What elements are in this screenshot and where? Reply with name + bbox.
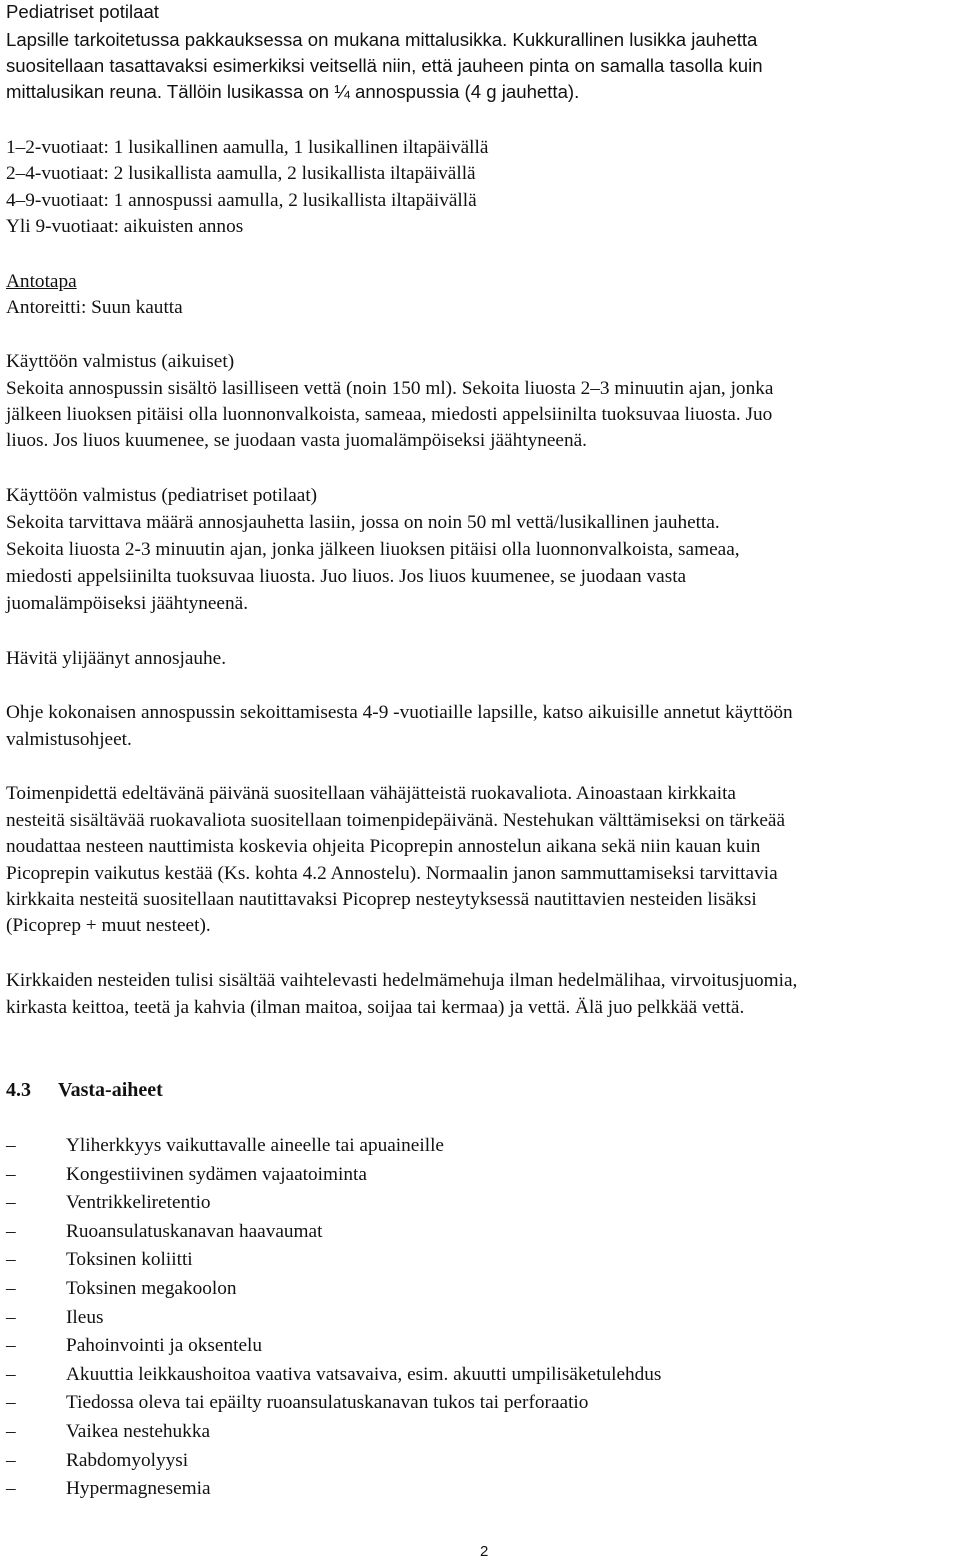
prep-adults-title: Käyttöön valmistus (aikuiset): [6, 351, 235, 372]
contraindication-item: [6, 1191, 211, 1215]
dash-bullet: –: [6, 1363, 16, 1385]
prep-children-line: Sekoita tarvittava määrä annosjauhetta lasiin, jossa on noin 50 ml vettä/lusikallinen jauhetta.: [6, 512, 720, 533]
diet-line: nesteitä sisältävää ruokavaliota suositellaan toimenpidepäivänä. Nestehukan välttämiseksi on tärkeää: [6, 810, 786, 831]
dosing-line: Yli 9-vuotiaat: aikuisten annos: [6, 216, 244, 237]
contraindication-text: Ruoansulatuskanavan haavaumat: [66, 1220, 323, 1242]
diet-line: Picoprepin vaikutus kestää (Ks. kohta 4.2 Annostelu). Normaalin janon sammuttamiseksi tarvittavia: [6, 863, 778, 884]
intro-line: Lapsille tarkoitetussa pakkauksessa on mukana mittalusikka. Kukkurallinen lusikka jauhetta: [6, 29, 758, 50]
section-heading: [6, 1078, 163, 1102]
dash-bullet: –: [6, 1249, 16, 1271]
diet-line: noudattaa nesteen nauttimista koskevia ohjeita Picoprepin annostelun aikana sekä niin kauan kuin: [6, 836, 761, 857]
dash-bullet: –: [6, 1449, 16, 1471]
guidance-line: valmistusohjeet.: [6, 729, 132, 750]
prep-adults-line: liuos. Jos liuos kuumenee, se juodaan vasta juomalämpöiseksi jäähtyneenä.: [6, 430, 587, 451]
administration-route: Antoreitti: Suun kautta: [6, 297, 183, 318]
prep-adults-line: Sekoita annospussin sisältö lasilliseen vettä (noin 150 ml). Sekoita liuosta 2–3 minuutin ajan, jonka: [6, 378, 774, 399]
contraindication-text: Akuuttia leikkaushoitoa vaativa vatsavaiva, esim. akuutti umpilisäketulehdus: [66, 1363, 662, 1385]
dash-bullet: –: [6, 1478, 16, 1500]
contraindication-text: Rabdomyolyysi: [66, 1449, 189, 1471]
prep-children-line: juomalämpöiseksi jäähtyneenä.: [6, 593, 249, 614]
dash-bullet: –: [6, 1392, 16, 1414]
contraindication-item: [6, 1277, 237, 1301]
contraindication-item: [6, 1420, 210, 1444]
contraindication-item: [6, 1134, 444, 1158]
dash-bullet: –: [6, 1335, 16, 1357]
dosing-line: 1–2-vuotiaat: 1 lusikallinen aamulla, 1 lusikallinen iltapäivällä: [6, 137, 489, 158]
dash-bullet: –: [6, 1421, 16, 1442]
prep-children-title: Käyttöön valmistus (pediatriset potilaat): [6, 485, 318, 506]
fluids-line: kirkasta keittoa, teetä ja kahvia (ilman maitoa, soijaa tai kermaa) ja vettä. Älä juo pelkkää vettä.: [6, 997, 745, 1018]
fluids-line: Kirkkaiden nesteiden tulisi sisältää vaihtelevasti hedelmämehuja ilman hedelmälihaa, virvoitusjuomia,: [6, 970, 798, 991]
section-title: Vasta-aiheet: [58, 1079, 163, 1101]
page-number: 2: [480, 1543, 489, 1560]
diet-line: Toimenpidettä edeltävänä päivänä suositellaan vähäjätteistä ruokavaliota. Ainoastaan kirkkaita: [6, 783, 736, 804]
contraindication-text: Toksinen koliitti: [66, 1249, 193, 1271]
contraindication-text: Yliherkkyys vaikuttavalle aineelle tai apuaineille: [66, 1135, 444, 1156]
dash-bullet: –: [6, 1278, 16, 1299]
administration-title: Antotapa: [6, 271, 77, 292]
contraindication-item: [6, 1477, 211, 1501]
prep-children-line: miedosti appelsiinilta tuoksuvaa liuosta. Juo liuos. Jos liuos kuumenee, se juodaan vasta: [6, 566, 687, 587]
prep-adults-line: jälkeen liuoksen pitäisi olla luonnonvalkoista, sameaa, miedosti appelsiinilta tuoksuvaa liuosta. Juo: [6, 404, 773, 425]
contraindication-text: Pahoinvointi ja oksentelu: [66, 1335, 263, 1357]
dosing-line: 4–9-vuotiaat: 1 annospussi aamulla, 2 lusikallista iltapäivällä: [6, 190, 477, 211]
section-number: 4.3: [6, 1079, 31, 1101]
contraindication-text: Tiedossa oleva tai epäilty ruoansulatuskanavan tukos tai perforaatio: [66, 1392, 589, 1414]
prep-children-line: Sekoita liuosta 2-3 minuutin ajan, jonka jälkeen liuoksen pitäisi olla luonnonvalkoista, sameaa,: [6, 539, 740, 560]
dosing-line: 2–4-vuotiaat: 2 lusikallista aamulla, 2 lusikallista iltapäivällä: [6, 163, 476, 184]
contraindication-item: [6, 1449, 188, 1473]
contraindication-text: Kongestiivinen sydämen vajaatoiminta: [66, 1163, 367, 1185]
contraindication-text: Ventrikkeliretentio: [66, 1192, 211, 1214]
guidance-line: Ohje kokonaisen annospussin sekoittamisesta 4-9 -vuotiaille lapsille, katso aikuisille annetut käyttöön: [6, 702, 793, 723]
dash-bullet: –: [6, 1306, 16, 1328]
dash-bullet: –: [6, 1192, 16, 1214]
contraindication-item: [6, 1220, 322, 1244]
contraindication-item: [6, 1391, 588, 1415]
dash-bullet: –: [6, 1163, 16, 1185]
diet-line: kirkkaita nesteitä suositellaan nautittavaksi Picoprep nesteytyksessä nautittavien nesteiden lisäksi: [6, 889, 757, 910]
intro-line: mittalusikan reuna. Tällöin lusikassa on ¼ annospussia (4 g jauhetta).: [6, 81, 580, 102]
contraindication-item: [6, 1306, 103, 1330]
contraindication-text: Toksinen megakoolon: [66, 1278, 237, 1299]
dash-bullet: –: [6, 1135, 16, 1156]
discard-note: Hävitä ylijäänyt annosjauhe.: [6, 648, 227, 669]
contraindication-text: Vaikea nestehukka: [66, 1421, 211, 1442]
diet-line: (Picoprep + muut nesteet).: [6, 915, 211, 936]
section-title-pediatric: Pediatriset potilaat: [6, 1, 159, 22]
contraindication-item: [6, 1334, 262, 1358]
contraindication-text: Ileus: [66, 1306, 104, 1328]
contraindication-item: [6, 1248, 193, 1272]
intro-line: suositellaan tasattavaksi esimerkiksi veitsellä niin, että jauheen pinta on samalla tasolla kuin: [6, 55, 763, 76]
contraindication-item: [6, 1363, 661, 1387]
dash-bullet: –: [6, 1220, 16, 1242]
contraindication-text: Hypermagnesemia: [66, 1478, 211, 1500]
contraindication-item: [6, 1163, 367, 1187]
